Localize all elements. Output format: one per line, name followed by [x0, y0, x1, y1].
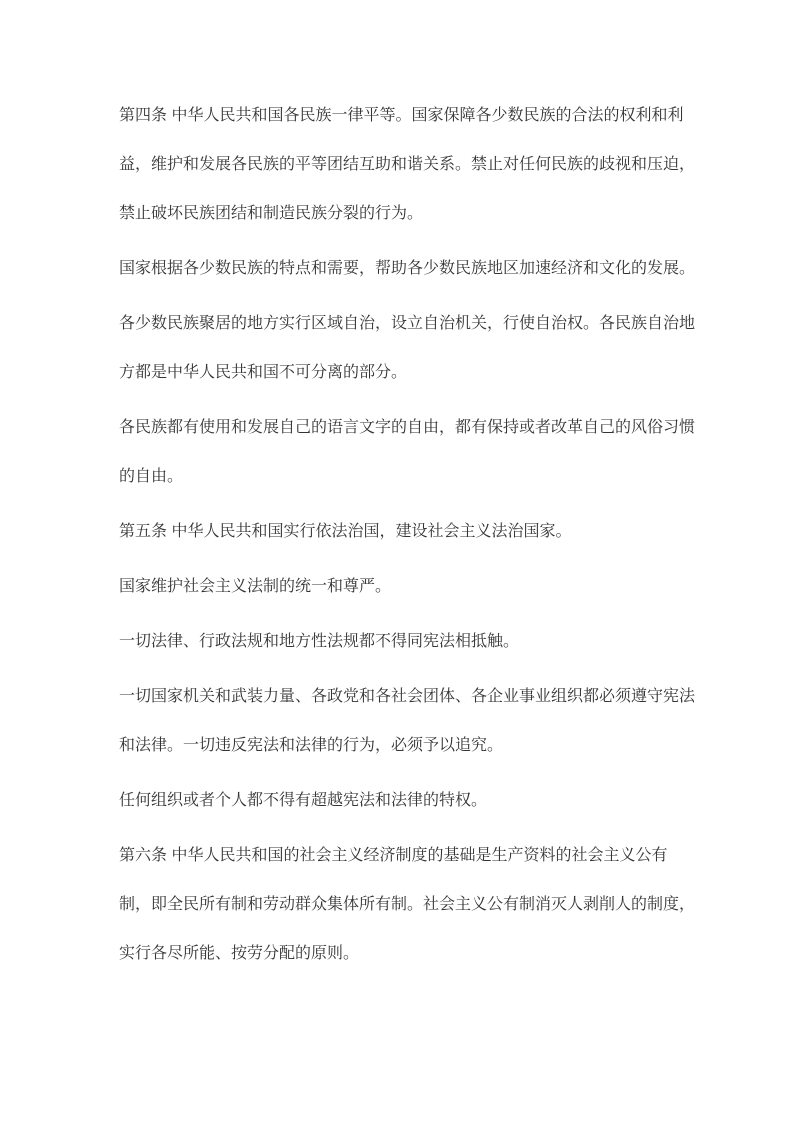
article-5-paragraph-4: 一切国家机关和武装力量、各政党和各社会团体、各企业事业组织都必须遵守宪法和法律。一切违反宪法和法律的行为，必须予以追究。 [119, 688, 696, 754]
article-4-paragraph-3: 各少数民族聚居的地方实行区域自治，设立自治机关，行使自治权。各民族自治地方都是中华人民共和国不可分离的部分。 [119, 315, 696, 381]
article-5-paragraph-1: 第五条 中华人民共和国实行依法治国，建设社会主义法治国家。 [119, 523, 572, 540]
article-6-paragraph-1: 第六条 中华人民共和国的社会主义经济制度的基础是生产资料的社会主义公有制，即全民所有制和劳动群众集体所有制。社会主义公有制消灭人剥削人的制度，实行各尽所能、按劳分配的原则。 [119, 847, 696, 962]
article-5-paragraph-2: 国家维护社会主义法制的统一和尊严。 [119, 578, 392, 595]
article-4-paragraph-1: 第四条 中华人民共和国各民族一律平等。国家保障各少数民族的合法的权利和利益，维护和发展各民族的平等团结互助和谐关系。禁止对任何民族的歧视和压迫，禁止破坏民族团结和制造民族分裂的行为。 [119, 107, 696, 222]
article-4-paragraph-4: 各民族都有使用和发展自己的语言文字的自由，都有保持或者改革自己的风俗习惯的自由。 [119, 419, 696, 485]
article-4-paragraph-2: 国家根据各少数民族的特点和需要，帮助各少数民族地区加速经济和文化的发展。 [119, 260, 696, 277]
article-5-paragraph-3: 一切法律、行政法规和地方性法规都不得同宪法相抵触。 [119, 633, 520, 650]
article-5-paragraph-5: 任何组织或者个人都不得有超越宪法和法律的特权。 [119, 792, 488, 809]
